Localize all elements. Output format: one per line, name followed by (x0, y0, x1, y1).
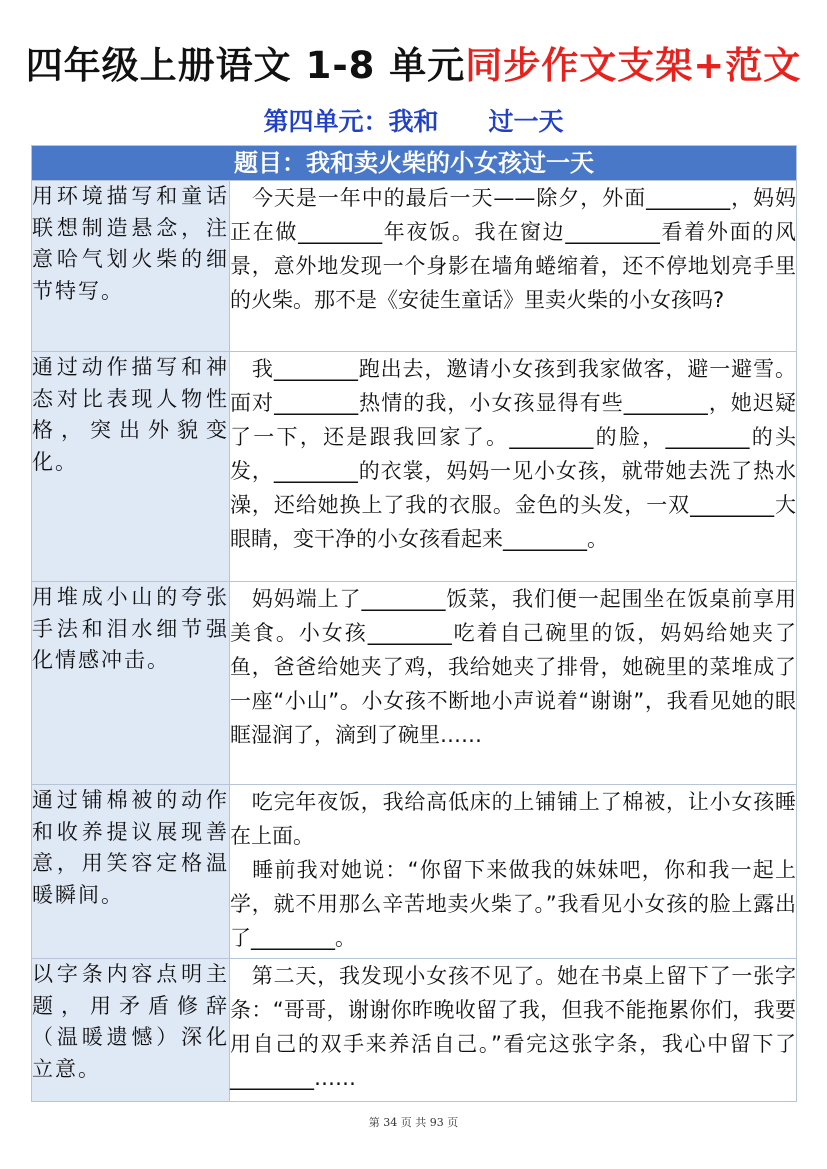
table-row (32, 785, 797, 959)
table-row (32, 352, 797, 582)
writing-tip: 通过铺棉被的动作和收养提议展现善意，用笑容定格温暖瞬间。 (32, 785, 230, 959)
table-row (32, 959, 797, 1102)
writing-tip: 以字条内容点明主题，用矛盾修辞（温暖遗憾）深化立意。 (32, 959, 230, 1102)
table-row (32, 181, 797, 352)
title-highlight: 同步作文支架+范文 (465, 44, 802, 87)
essay-paragraph: 妈妈端上了________饭菜，我们便一起围坐在饭桌前享用美食。小女孩________吃着自己碗里的饭，妈妈给她夹了鱼，爸爸给她夹了鸡，我给她夹了排骨，她碗里的菜堆成了一座“小山”。小女孩不断地小声说着“谢谢”，我看见她的眼眶湿润了，滴到了碗里…… (230, 582, 797, 785)
essay-paragraph: 今天是一年中的最后一天——除夕，外面________，妈妈正在做________年夜饭。我在窗边_________看着外面的风景，意外地发现一个身影在墙角蜷缩着，还不停地划亮手里的火柴。那不是《安徒生童话》里卖火柴的小女孩吗? (230, 181, 797, 352)
essay-paragraph: 吃完年夜饭，我给高低床的上铺铺上了棉被，让小女孩睡在上面。 睡前我对她说：“你留下来做我的妹妹吧，你和我一起上学，就不用那么辛苦地卖火柴了。”我看见小女孩的脸上露出了________。 (230, 785, 797, 959)
document-title (0, 40, 827, 92)
writing-tip: 用堆成小山的夸张手法和泪水细节强化情感冲击。 (32, 582, 230, 785)
essay-scaffold-table (31, 145, 797, 1102)
essay-topic: 题目：我和卖火柴的小女孩过一天 (32, 146, 797, 181)
page-number: 第 34 页 共 93 页 (368, 1116, 459, 1129)
unit-subtitle: 第四单元：我和 过一天 (263, 107, 564, 136)
writing-tip: 通过动作描写和神态对比表现人物性格，突出外貌变化。 (32, 352, 230, 582)
title-main: 四年级上册语文 1-8 单元 (25, 44, 466, 87)
essay-paragraph: 我________跑出去，邀请小女孩到我家做客，避一避雪。面对________热情的我，小女孩显得有些________，她迟疑了一下，还是跟我回家了。________的脸，________的头发，________的衣裳，妈妈一见小女孩，就带她去洗了热水澡，还给她换上了我的衣服。金色的头发，一双________大眼睛，变干净的小女孩看起来________。 (230, 352, 797, 582)
writing-tip: 用环境描写和童话联想制造悬念，注意哈气划火柴的细节特写。 (32, 181, 230, 352)
table-row (32, 582, 797, 785)
essay-paragraph: 第二天，我发现小女孩不见了。她在书桌上留下了一张字条：“哥哥，谢谢你昨晚收留了我，但我不能拖累你们，我要用自己的双手来养活自己。”看完这张字条，我心中留下了________…… (230, 959, 797, 1102)
